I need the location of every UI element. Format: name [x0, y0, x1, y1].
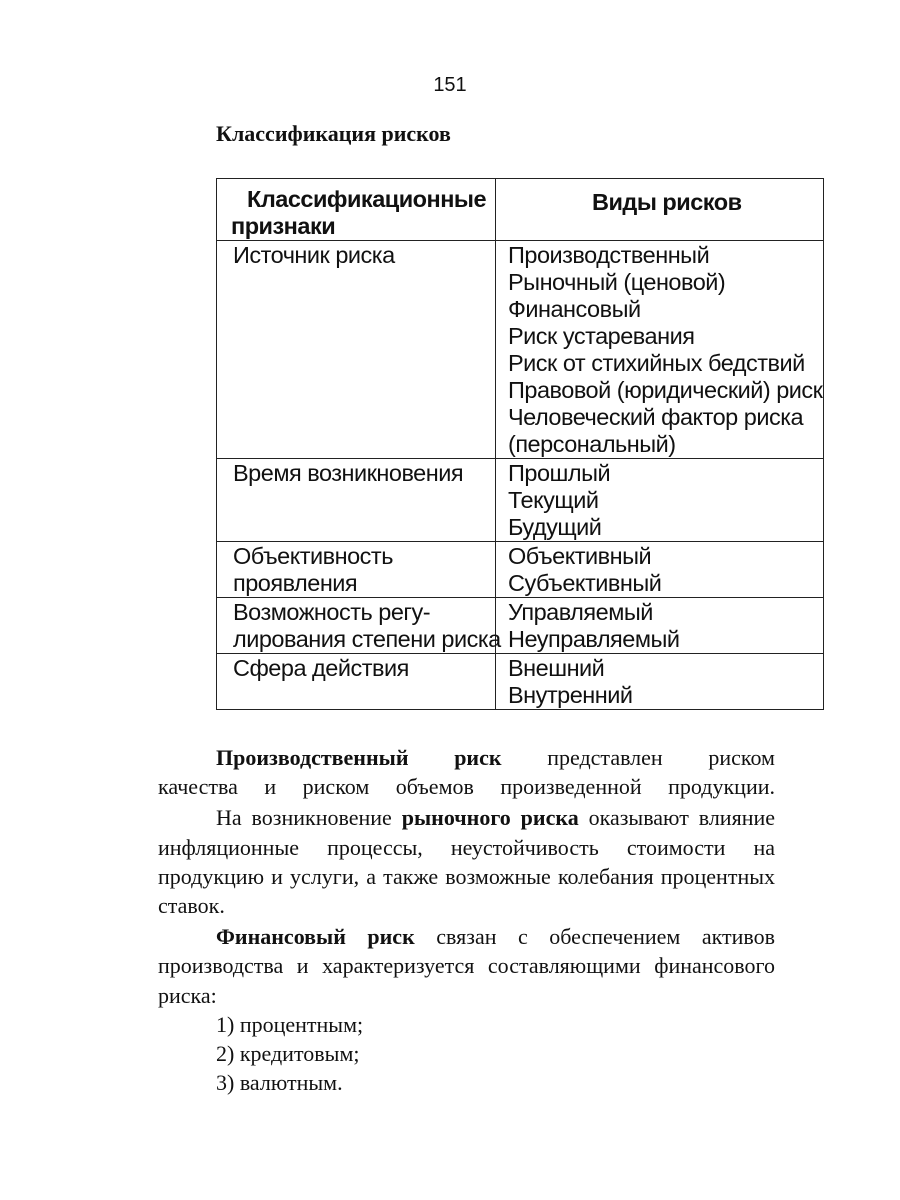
risk-criterion: Источник риска	[233, 242, 395, 268]
paragraph-production-risk	[158, 743, 775, 801]
risk-classification-table	[216, 178, 824, 710]
list-item: 3) валютным.	[216, 1070, 343, 1096]
risk-type: Человеческий фактор риска	[508, 404, 804, 430]
risk-criterion-cell	[217, 654, 496, 710]
risk-type: Будущий	[508, 514, 602, 540]
section-title: Классификация рисков	[216, 121, 451, 146]
term-production-risk: Производственный риск	[216, 745, 502, 770]
table-row	[217, 654, 824, 710]
risk-types-cell	[496, 654, 824, 710]
risk-type: Неуправляемый	[508, 626, 680, 652]
table-header-row	[217, 179, 824, 241]
term-financial-risk: Финансовый риск	[216, 924, 415, 950]
risk-type: Риск устаревания	[508, 323, 695, 349]
risk-criterion: лирования степени риска	[233, 626, 501, 652]
header-risk-types: Виды рисков	[496, 179, 824, 241]
risk-type: Финансовый	[508, 296, 641, 322]
text-fragment: производства и характеризуется составляющими	[158, 953, 641, 979]
text-fragment: колебания процентных ставок.	[158, 863, 775, 919]
term-market-risk: рыночного риска	[401, 805, 579, 831]
risk-type: Прошлый	[508, 460, 611, 486]
risk-type: Внутренний	[508, 682, 633, 708]
table-row	[217, 459, 824, 542]
risk-types-cell	[496, 598, 824, 654]
risk-type: Риск от стихийных бедствий	[508, 350, 805, 376]
text-fragment: оказывают	[578, 805, 689, 831]
header-criteria	[217, 179, 496, 241]
text-fragment: стоимости на продукцию и услуги, а также возможные	[158, 834, 775, 889]
table-row	[217, 542, 824, 598]
table-row	[217, 598, 824, 654]
header-criteria-line: признаки	[231, 213, 336, 239]
risk-type: (персональный)	[508, 431, 676, 457]
risk-criterion-cell	[217, 459, 496, 542]
risk-type: Правовой (юридический) риск	[508, 377, 823, 403]
risk-type: Рыночный (ценовой)	[508, 269, 726, 295]
paragraph-market-risk	[158, 803, 775, 920]
risk-types-cell	[496, 241, 824, 459]
risk-criterion-cell	[217, 542, 496, 598]
risk-types-cell	[496, 542, 824, 598]
risk-type: Управляемый	[508, 599, 653, 625]
text-fragment: качества и риском объемов произведенной продукции.	[158, 774, 775, 800]
risk-criterion: Объективность	[233, 543, 393, 569]
risk-criterion: Сфера действия	[233, 655, 409, 681]
list-item: 2) кредитовым;	[216, 1041, 360, 1067]
text-fragment: финансового риска:	[158, 953, 776, 1008]
risk-criterion-cell	[217, 241, 496, 459]
text-fragment: связан с обеспечением активов	[414, 924, 775, 950]
risk-criterion: Возможность регу-	[233, 599, 431, 625]
text-fragment: влияние инфляционные процессы, неустойчивость	[158, 805, 776, 860]
header-criteria-line: Классификационные	[247, 186, 487, 212]
text-fragment: представлен риском	[501, 745, 775, 770]
risk-type: Производственный	[508, 242, 710, 268]
risk-criterion: Время возникновения	[233, 460, 464, 486]
risk-criterion: проявления	[233, 570, 358, 596]
risk-criterion-cell	[217, 598, 501, 654]
body-text	[158, 743, 775, 1097]
list-item: 1) процентным;	[216, 1011, 364, 1037]
risk-type: Текущий	[508, 487, 599, 513]
risk-types-cell	[496, 459, 824, 542]
risk-type: Внешний	[508, 655, 605, 681]
page-number: 151	[433, 74, 467, 96]
table-row	[217, 241, 824, 459]
risk-type: Субъективный	[508, 570, 662, 596]
risk-type: Объективный	[508, 543, 652, 569]
paragraph-financial-risk	[158, 922, 775, 1010]
text-fragment: На возникновение	[216, 805, 402, 831]
